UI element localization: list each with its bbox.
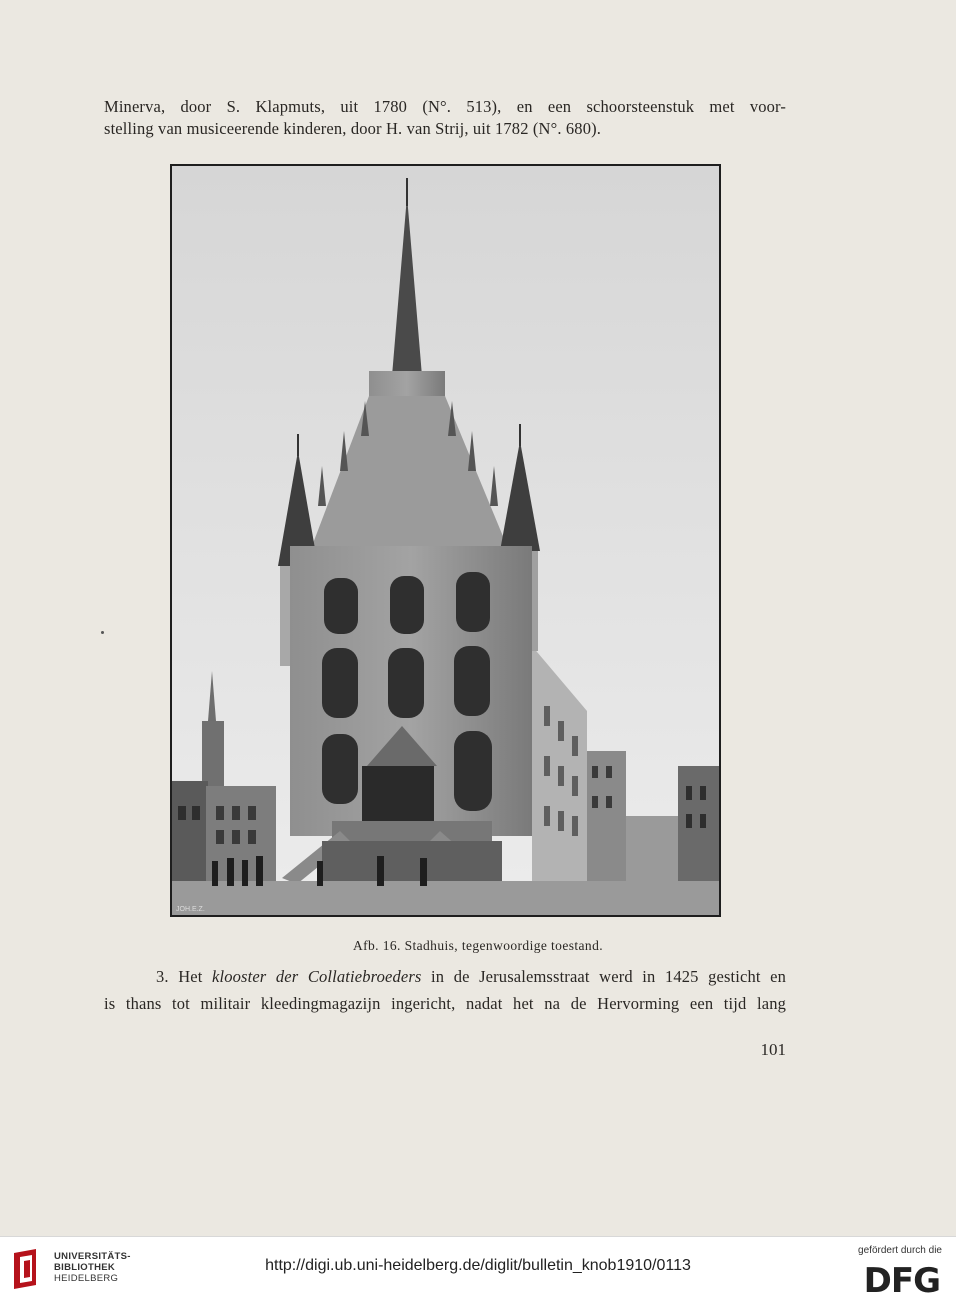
- text-run: in de Jerusalemsstraat werd in 1425 gesticht en: [421, 967, 787, 986]
- dfg-logo[interactable]: DFG: [863, 1261, 940, 1301]
- permalink-url[interactable]: http://digi.ub.uni-heidelberg.de/diglit/bulletin_knob1910/0113: [265, 1257, 691, 1274]
- body-text-line: Minerva, door S. Klapmuts, uit 1780 (N°. 513), en een schoorsteenstuk met voor-: [104, 97, 786, 116]
- logo-line: UNIVERSITÄTS-: [54, 1251, 131, 1262]
- photo-signature: JOH.E.Z.: [176, 906, 205, 913]
- viewer-footer: [0, 1236, 956, 1305]
- body-text-line: stelling van musiceerende kinderen, door H. van Strij, uit 1782 (N°. 680).: [104, 119, 602, 138]
- figure-caption: Afb. 16. Stadhuis, tegenwoordige toestand.: [352, 938, 603, 953]
- town-hall-illustration: [172, 166, 719, 915]
- emphasized-term: klooster der Collatiebroeders: [212, 967, 422, 986]
- funding-label: gefördert durch die: [858, 1245, 942, 1256]
- margin-speck: [101, 631, 104, 634]
- body-text-line: [104, 966, 786, 988]
- page-number: 101: [760, 1040, 786, 1059]
- text-run: 3. Het: [156, 967, 213, 986]
- body-text-line: is thans tot militair kleedingmagazijn ingericht, nadat het na de Hervorming een tijd lang: [104, 994, 786, 1013]
- logo-line: HEIDELBERG: [54, 1273, 119, 1284]
- logo-line: BIBLIOTHEK: [54, 1262, 116, 1273]
- town-hall-photograph: [170, 164, 721, 917]
